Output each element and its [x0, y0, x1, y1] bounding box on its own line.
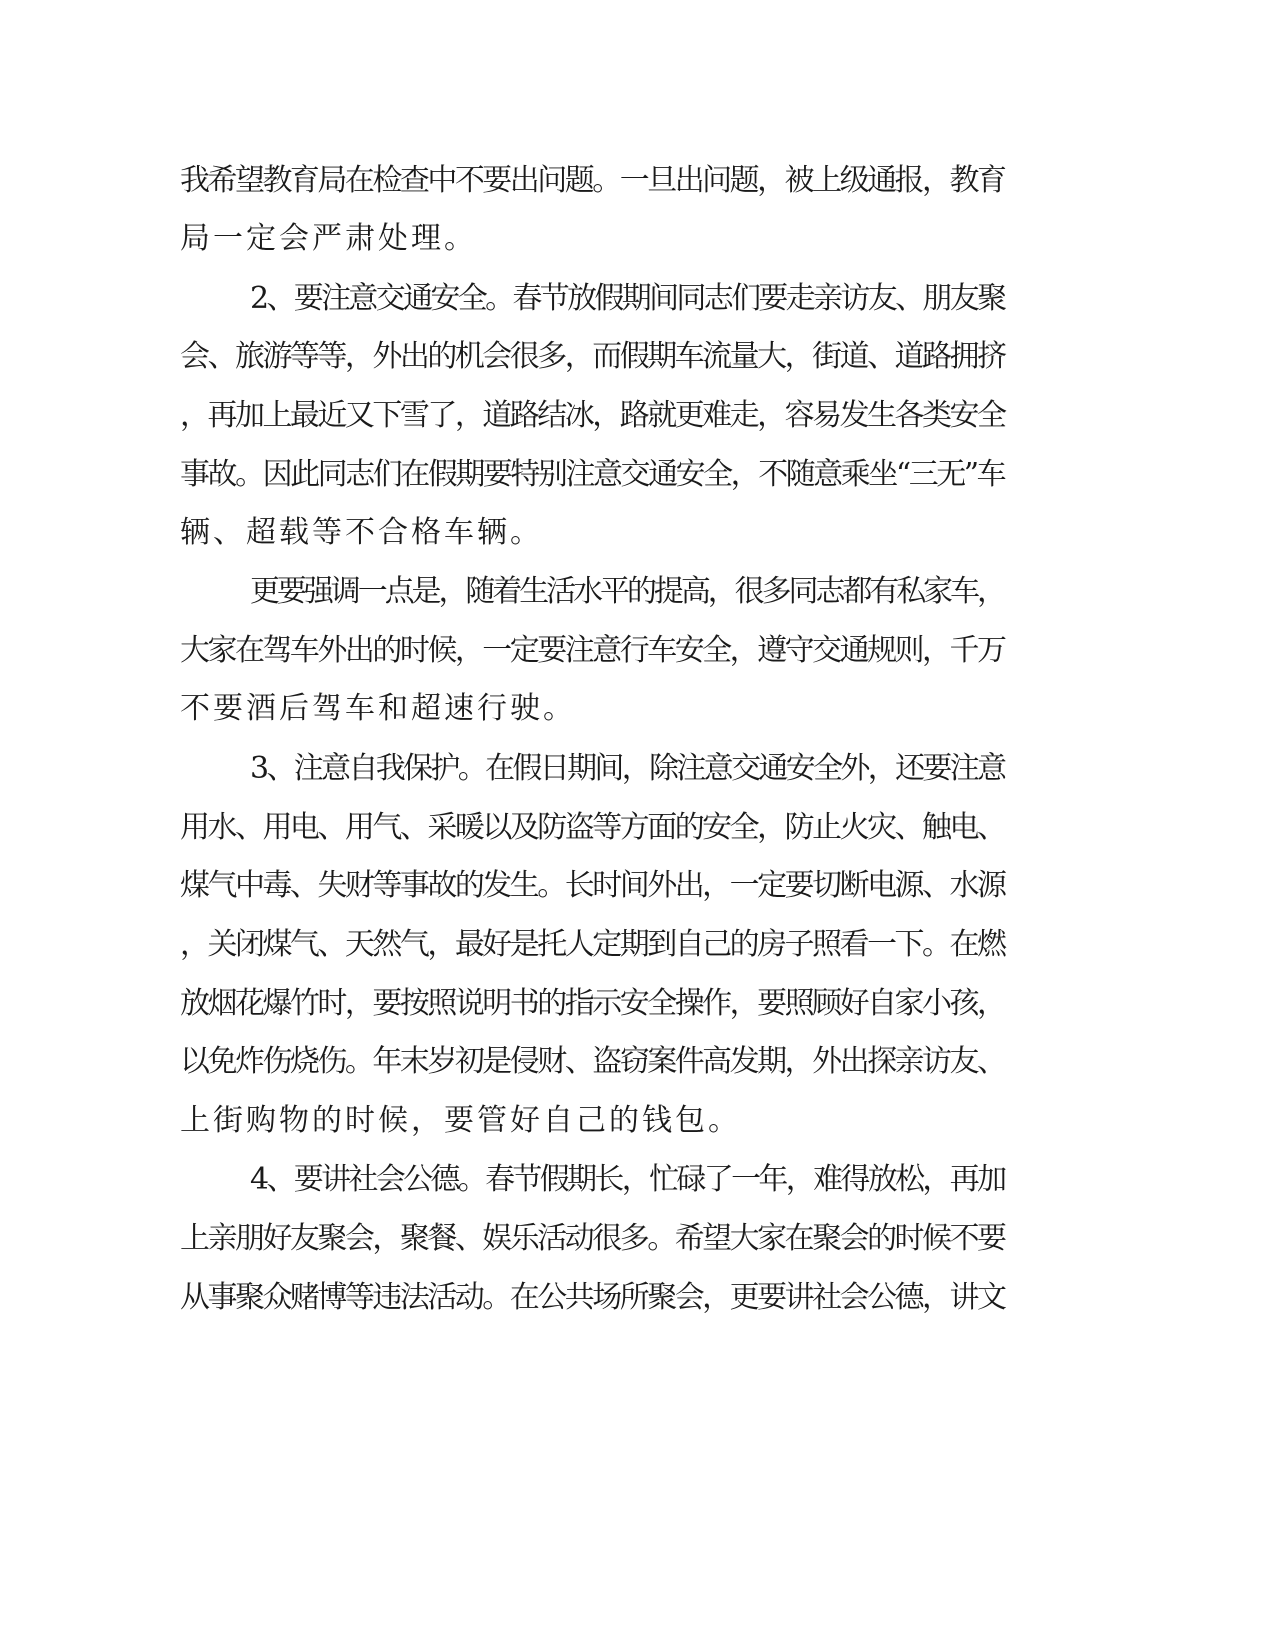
- text-line: 事故。因此同志们在假期要特别注意交通安全，不随意乘坐“三无”车: [180, 457, 1005, 492]
- text-line: 更要强调一点是，随着生活水平的提高，很多同志都有私家车，: [250, 574, 1004, 609]
- text-line: 上亲朋好友聚会，聚餐、娱乐活动很多。希望大家在聚会的时候不要: [180, 1221, 1005, 1256]
- text-line: 上街购物的时候，要管好自己的钱包。: [180, 1103, 741, 1138]
- text-line: 3、注意自我保护。在假日期间，除注意交通安全外，还要注意: [250, 751, 1005, 786]
- text-line: 辆、超载等不合格车辆。: [180, 515, 543, 550]
- text-line: 不要酒后驾车和超速行驶。: [180, 691, 576, 726]
- text-line: 煤气中毒、失财等事故的发生。长时间外出，一定要切断电源、水源: [180, 868, 1005, 903]
- text-line: 从事聚众赌博等违法活动。在公共场所聚会，更要讲社会公德，讲文: [180, 1280, 1005, 1315]
- text-line: 局一定会严肃处理。: [180, 221, 477, 256]
- text-line: 以免炸伤烧伤。年末岁初是侵财、盗窃案件高发期，外出探亲访友、: [180, 1044, 1005, 1079]
- text-line: 2、要注意交通安全。春节放假期间同志们要走亲访友、朋友聚: [250, 281, 1005, 316]
- text-line: 4、要讲社会公德。春节假期长，忙碌了一年，难得放松，再加: [250, 1162, 1005, 1197]
- text-line: 会、旅游等等，外出的机会很多，而假期车流量大，街道、道路拥挤: [180, 339, 1005, 374]
- text-line: 用水、用电、用气、采暖以及防盗等方面的安全，防止火灾、触电、: [180, 810, 1005, 845]
- text-line: 我希望教育局在检查中不要出问题。一旦出问题，被上级通报，教育: [180, 163, 1005, 198]
- text-line: 放烟花爆竹时，要按照说明书的指示安全操作，要照顾好自家小孩，: [180, 986, 1005, 1021]
- text-line: ，再加上最近又下雪了，道路结冰，路就更难走，容易发生各类安全: [180, 398, 1005, 433]
- text-line: ，关闭煤气、天然气，最好是托人定期到自己的房子照看一下。在燃: [180, 927, 1005, 962]
- text-line: 大家在驾车外出的时候，一定要注意行车安全，遵守交通规则，千万: [180, 633, 1005, 668]
